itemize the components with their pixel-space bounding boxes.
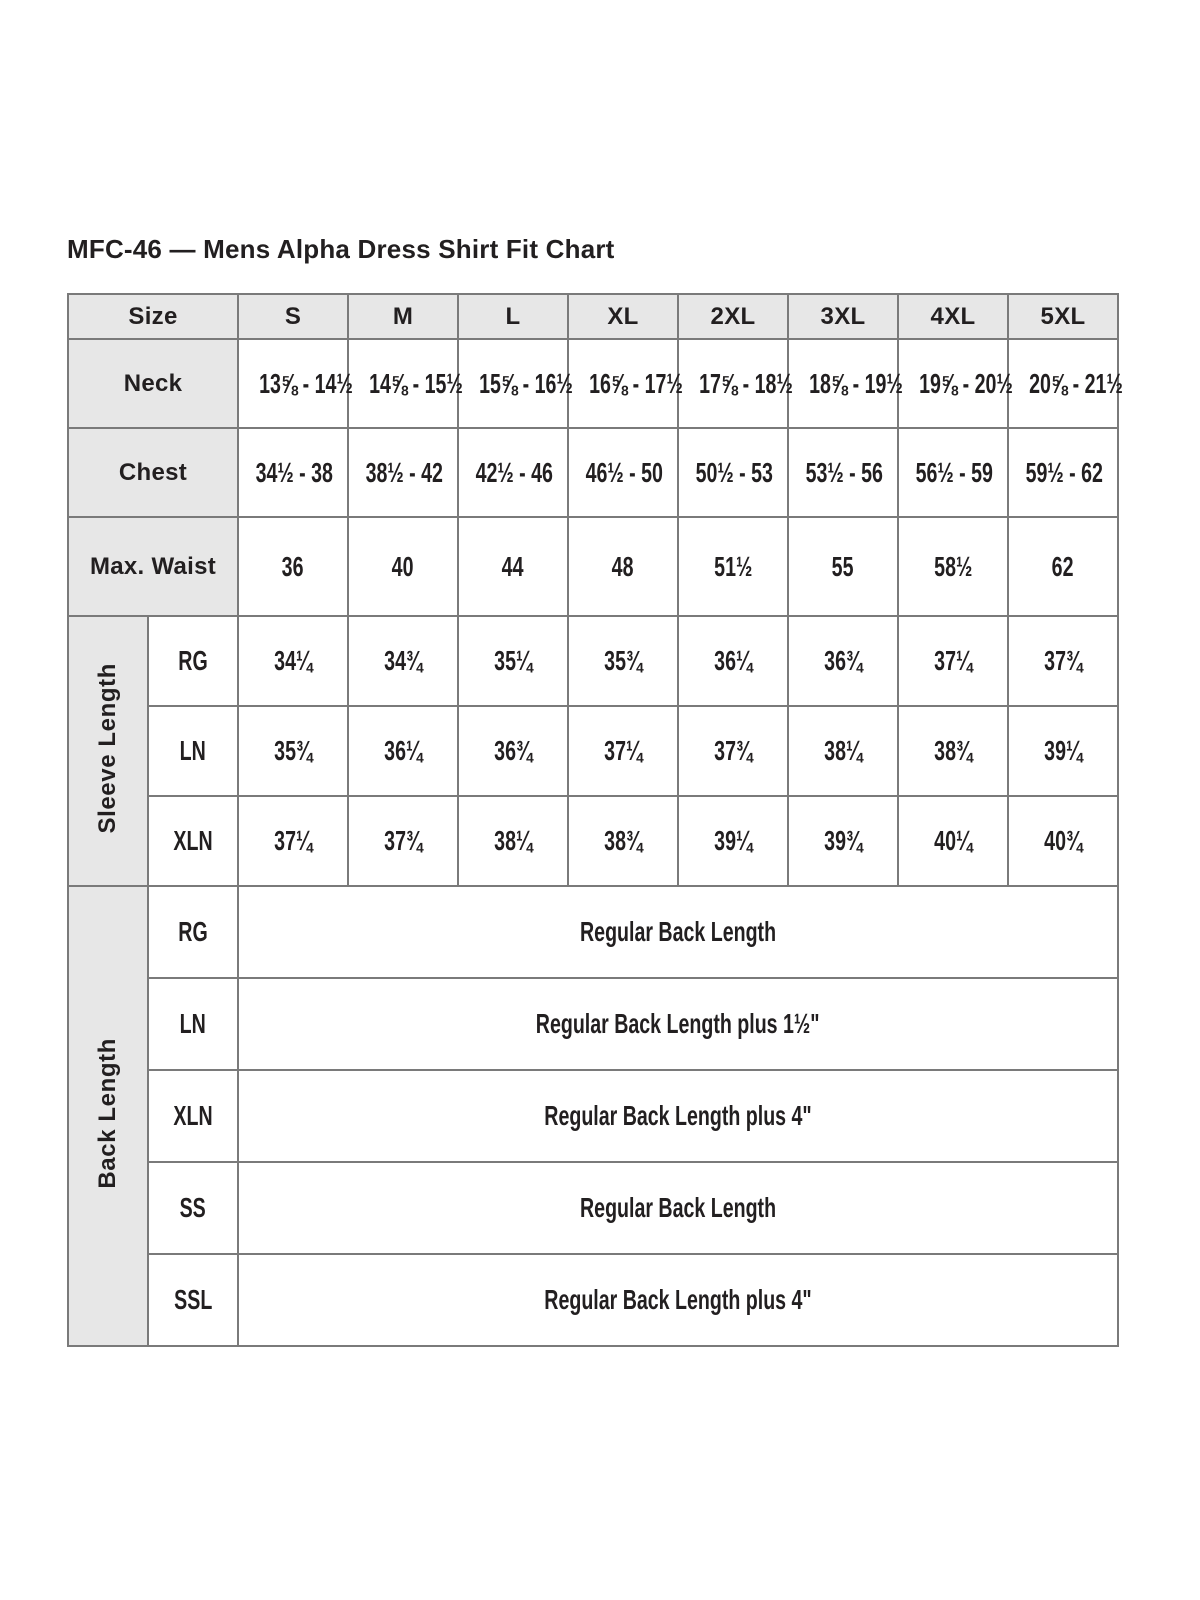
sleeve-xln-s (238, 796, 348, 886)
cell-text: LN (179, 1008, 207, 1039)
chest-value-m (348, 428, 458, 517)
cell-text: 42½ - 46 (475, 456, 553, 488)
cell-text: 14⅝ - 15½ (369, 367, 463, 399)
cell-text: 36 (282, 550, 304, 582)
sleeve-xln-4xl (898, 796, 1008, 886)
sleeve-rg-l (458, 616, 568, 706)
neck-value-l (458, 339, 573, 428)
waist-value-5xl (1008, 517, 1118, 616)
cell-text: XLN (173, 1100, 213, 1131)
sleeve-rg-xl (568, 616, 678, 706)
chest-value-3xl (788, 428, 898, 517)
cell-text: 58½ (933, 550, 973, 582)
sleeve-xln-m (348, 796, 458, 886)
cell-text: 37¾ (1043, 645, 1083, 676)
sleeve-ln-row (68, 706, 1118, 796)
col-header-4xl: 4XL (898, 294, 1008, 339)
back-rg-row (68, 886, 1118, 978)
cell-text: 20⅝ - 21½ (1029, 367, 1123, 399)
cell-text: 38¾ (603, 825, 643, 856)
sleeve-code-rg (148, 616, 238, 706)
cell-text: RG (178, 916, 208, 947)
cell-text: 48 (612, 550, 634, 582)
cell-text: Regular Back Length plus 4" (544, 1100, 812, 1131)
col-header-5xl: 5XL (1008, 294, 1118, 339)
sleeve-rg-s (238, 616, 348, 706)
cell-text: 37¼ (273, 825, 313, 856)
sleeve-code-ln (148, 706, 238, 796)
col-header-l: L (458, 294, 568, 339)
cell-text: RG (178, 645, 208, 676)
back-ln-row (68, 978, 1118, 1070)
cell-text: 38¼ (493, 825, 533, 856)
back-ss-description (238, 1162, 1118, 1254)
sleeve-ln-4xl (898, 706, 1008, 796)
cell-text: 50½ - 53 (695, 456, 773, 488)
waist-value-l (458, 517, 568, 616)
cell-text: 36¾ (493, 735, 533, 766)
neck-value-4xl (898, 339, 1013, 428)
chest-value-l (458, 428, 568, 517)
waist-value-4xl (898, 517, 1008, 616)
sleeve-ln-m (348, 706, 458, 796)
cell-text: 38½ - 42 (365, 456, 443, 488)
cell-text: 35¼ (493, 645, 533, 676)
sleeve-xln-xl (568, 796, 678, 886)
waist-value-3xl (788, 517, 898, 616)
cell-text: 37¾ (713, 735, 753, 766)
chest-value-2xl (678, 428, 788, 517)
waist-value-m (348, 517, 458, 616)
cell-text: 35¾ (273, 735, 313, 766)
cell-text: 15⅝ - 16½ (479, 367, 573, 399)
col-header-s: S (238, 294, 348, 339)
cell-text: 51½ (713, 550, 753, 582)
sleeve-ln-xl (568, 706, 678, 796)
cell-text: 35¾ (603, 645, 643, 676)
row-label-neck: Neck (68, 339, 238, 428)
sleeve-xln-row (68, 796, 1118, 886)
back-xln-row (68, 1070, 1118, 1162)
cell-text: 40¼ (933, 825, 973, 856)
cell-text: Regular Back Length plus 1½" (536, 1008, 820, 1039)
cell-text: 46½ - 50 (585, 456, 663, 488)
sleeve-code-xln (148, 796, 238, 886)
cell-text: SSL (173, 1284, 213, 1315)
chest-row (68, 428, 1118, 517)
cell-text: 16⅝ - 17½ (589, 367, 683, 399)
sleeve-rg-m (348, 616, 458, 706)
neck-row (68, 339, 1118, 428)
sleeve-rg-row (68, 616, 1118, 706)
row-label-max-waist: Max. Waist (68, 517, 238, 616)
cell-text: 37¾ (383, 825, 423, 856)
cell-text: 38¾ (933, 735, 973, 766)
sleeve-xln-2xl (678, 796, 788, 886)
chest-value-s (238, 428, 348, 517)
row-label-chest: Chest (68, 428, 238, 517)
cell-text: 37¼ (603, 735, 643, 766)
cell-text: XLN (173, 825, 213, 856)
back-length-section-label (68, 886, 148, 1346)
chest-value-5xl (1008, 428, 1118, 517)
neck-value-m (348, 339, 463, 428)
cell-text: 13⅝ - 14½ (259, 367, 353, 399)
neck-value-3xl (788, 339, 903, 428)
neck-value-s (238, 339, 353, 428)
sleeve-ln-s (238, 706, 348, 796)
waist-value-xl (568, 517, 678, 616)
sleeve-length-label-text: Sleeve Length (94, 663, 121, 834)
sleeve-rg-4xl (898, 616, 1008, 706)
cell-text: 56½ - 59 (915, 456, 993, 488)
cell-text: 34¼ (273, 645, 313, 676)
cell-text: 39¼ (713, 825, 753, 856)
fit-chart-table (67, 293, 1123, 1347)
sleeve-rg-3xl (788, 616, 898, 706)
cell-text: 53½ - 56 (805, 456, 883, 488)
sleeve-xln-l (458, 796, 568, 886)
sleeve-rg-2xl (678, 616, 788, 706)
size-header-row (68, 294, 1118, 339)
cell-text: 36¼ (713, 645, 753, 676)
sleeve-length-section-label (68, 616, 148, 886)
cell-text: 59½ - 62 (1025, 456, 1103, 488)
cell-text: 55 (832, 550, 854, 582)
page-title: MFC-46 — Mens Alpha Dress Shirt Fit Chart (67, 234, 615, 264)
waist-value-s (238, 517, 348, 616)
max-waist-row (68, 517, 1118, 616)
cell-text: 34¾ (383, 645, 423, 676)
fit-chart-sheet (67, 234, 1123, 1347)
chest-value-4xl (898, 428, 1008, 517)
cell-text: 62 (1052, 550, 1074, 582)
sleeve-ln-l (458, 706, 568, 796)
cell-text: Regular Back Length plus 4" (544, 1284, 812, 1315)
col-header-m: M (348, 294, 458, 339)
cell-text: Regular Back Length (579, 916, 777, 947)
cell-text: 39¾ (823, 825, 863, 856)
waist-value-2xl (678, 517, 788, 616)
cell-text: 36¾ (823, 645, 863, 676)
col-header-xl: XL (568, 294, 678, 339)
cell-text: 44 (502, 550, 524, 582)
sleeve-ln-2xl (678, 706, 788, 796)
cell-text: 40 (392, 550, 414, 582)
chest-value-xl (568, 428, 678, 517)
neck-value-2xl (678, 339, 793, 428)
back-xln-description (238, 1070, 1118, 1162)
back-ln-description (238, 978, 1118, 1070)
sleeve-xln-3xl (788, 796, 898, 886)
back-ssl-description (238, 1254, 1118, 1346)
cell-text: 39¼ (1043, 735, 1083, 766)
cell-text: LN (179, 735, 207, 766)
cell-text: 17⅝ - 18½ (699, 367, 793, 399)
sleeve-ln-5xl (1008, 706, 1118, 796)
size-corner-header: Size (68, 294, 238, 339)
col-header-2xl: 2XL (678, 294, 788, 339)
back-code-rg (148, 886, 238, 978)
neck-value-5xl (1008, 339, 1123, 428)
cell-text: 34½ - 38 (255, 456, 333, 488)
sleeve-rg-5xl (1008, 616, 1118, 706)
col-header-3xl: 3XL (788, 294, 898, 339)
back-rg-description (238, 886, 1118, 978)
back-code-xln (148, 1070, 238, 1162)
back-code-ssl (148, 1254, 238, 1346)
neck-value-xl (568, 339, 683, 428)
back-ssl-row (68, 1254, 1118, 1346)
back-code-ss (148, 1162, 238, 1254)
sleeve-ln-3xl (788, 706, 898, 796)
back-code-ln (148, 978, 238, 1070)
back-ss-row (68, 1162, 1118, 1254)
cell-text: 37¼ (933, 645, 973, 676)
cell-text: 36¼ (383, 735, 423, 766)
cell-text: 19⅝ - 20½ (919, 367, 1013, 399)
back-length-label-text: Back Length (94, 1038, 121, 1189)
cell-text: SS (179, 1192, 207, 1223)
cell-text: 18⅝ - 19½ (809, 367, 903, 399)
cell-text: 40¾ (1043, 825, 1083, 856)
cell-text: 38¼ (823, 735, 863, 766)
cell-text: Regular Back Length (579, 1192, 777, 1223)
sleeve-xln-5xl (1008, 796, 1118, 886)
